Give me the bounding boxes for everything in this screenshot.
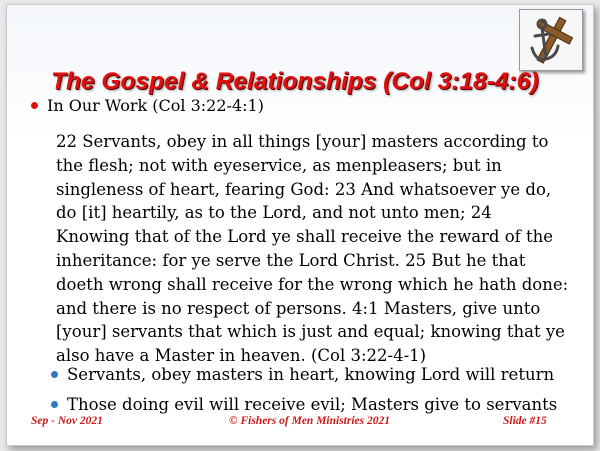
main-bullet-text: In Our Work (Col 3:22-4:1): [47, 96, 264, 115]
verse-line: the flesh; not with eyeservice, as menpleasers; but in: [56, 155, 502, 175]
footer-date: Sep - Nov 2021: [31, 415, 103, 427]
verse-line: do [it] heartily, as to the Lord, and not unto men; 24: [56, 203, 492, 223]
verse-line: [your] servants that which is just and equal; knowing that ye: [56, 322, 565, 342]
scripture-passage: [56, 130, 586, 368]
sub-bullet: [51, 365, 591, 384]
slide-title: The Gospel & Relationships (Col 3:18-4:6): [51, 68, 539, 95]
verse-line: also have a Master in heaven. (Col 3:22-4-1): [56, 346, 427, 366]
verse-line: doeth wrong shall receive for the wrong which he hath done:: [56, 274, 569, 294]
sub-bullet-text: Those doing evil will receive evil; Masters give to servants: [67, 395, 558, 414]
sub-bullet: [51, 395, 591, 414]
blue-bullet-icon: [51, 401, 58, 408]
verse-line: 22 Servants, obey in all things [your] masters according to: [56, 132, 549, 151]
sub-bullet-text: Servants, obey masters in heart, knowing Lord will return: [67, 365, 555, 384]
main-bullet: [31, 96, 571, 115]
red-bullet-icon: [31, 102, 38, 109]
blue-bullet-icon: [51, 371, 58, 378]
verse-line: and there is no respect of persons. 4:1 Masters, give unto: [56, 298, 541, 318]
cross-anchor-logo-icon: [519, 9, 583, 71]
verse-line: Knowing that of the Lord ye shall receive the reward of the: [56, 227, 554, 247]
verse-line: inheritance: for ye serve the Lord Christ. 25 But he that: [56, 250, 526, 270]
footer-copyright: © Fishers of Men Ministries 2021: [229, 415, 390, 427]
footer-slide-number: Slide #15: [503, 415, 547, 427]
slide: [6, 4, 594, 446]
verse-line: singleness of heart, fearing God: 23 And whatsoever ye do,: [56, 179, 552, 199]
